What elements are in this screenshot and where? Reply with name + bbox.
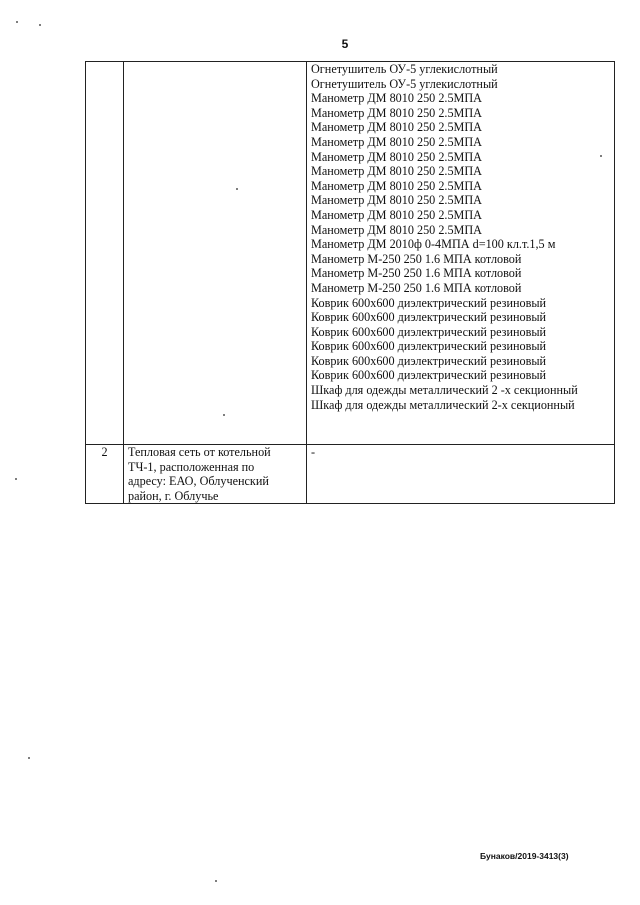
equipment-item: Манометр ДМ 8010 250 2.5МПА: [311, 207, 482, 222]
equipment-item: Коврик 600х600 диэлектрический резиновый: [311, 324, 547, 339]
equipment-item: Манометр ДМ 2010ф 0-4МПА d=100 кл.т.1,5 м: [311, 237, 556, 252]
scan-speck: [236, 188, 238, 190]
scan-speck: [223, 414, 225, 416]
scan-speck: [215, 880, 217, 882]
object-line: ТЧ-1, расположенная по: [128, 459, 255, 474]
scan-speck: [39, 24, 41, 26]
equipment-item: Манометр ДМ 8010 250 2.5МПА: [311, 149, 482, 164]
scan-speck: [600, 155, 602, 157]
object-line: Тепловая сеть от котельной: [128, 445, 271, 459]
table-row: [86, 62, 615, 445]
equipment-item: Манометр ДМ 8010 250 2.5МПА: [311, 91, 482, 106]
object-line: адресу: ЕАО, Облученский: [128, 474, 269, 489]
equipment-item: Коврик 600х600 диэлектрический резиновый: [311, 295, 547, 310]
scan-speck: [28, 757, 30, 759]
equipment-cell: [307, 62, 615, 445]
scan-speck: [16, 21, 18, 23]
equipment-item: Манометр ДМ 8010 250 2.5МПА: [311, 164, 482, 179]
object-line: район, г. Облучье: [128, 488, 219, 503]
equipment-item: Манометр М-250 250 1.6 МПА котловой: [311, 266, 522, 281]
equipment-item: -: [311, 445, 316, 459]
scan-speck: [15, 478, 17, 480]
equipment-item: Шкаф для одежды металлический 2 -х секционный: [311, 383, 578, 398]
equipment-item: Огнетушитель ОУ-5 углекислотный: [311, 62, 498, 76]
equipment-item: Огнетушитель ОУ-5 углекислотный: [311, 76, 498, 91]
equipment-item: Манометр М-250 250 1.6 МПА котловой: [311, 280, 522, 295]
equipment-item: Коврик 600х600 диэлектрический резиновый: [311, 339, 547, 354]
row-number-cell: [86, 62, 124, 445]
equipment-item: Коврик 600х600 диэлектрический резиновый: [311, 310, 547, 325]
object-cell: [124, 62, 307, 445]
equipment-table: [85, 61, 615, 504]
equipment-item: Манометр ДМ 8010 250 2.5МПА: [311, 120, 482, 135]
equipment-item: Манометр М-250 250 1.6 МПА котловой: [311, 251, 522, 266]
table-row: [86, 445, 615, 504]
equipment-item: Коврик 600х600 диэлектрический резиновый: [311, 353, 547, 368]
equipment-item: Манометр ДМ 8010 250 2.5МПА: [311, 193, 482, 208]
equipment-cell: [307, 445, 615, 504]
equipment-item: Манометр ДМ 8010 250 2.5МПА: [311, 222, 482, 237]
equipment-item: Коврик 600х600 диэлектрический резиновый: [311, 368, 547, 383]
row-number-cell: 2: [86, 445, 124, 504]
equipment-item: Манометр ДМ 8010 250 2.5МПА: [311, 105, 482, 120]
equipment-item: Шкаф для одежды металлический 2-х секционный: [311, 397, 575, 412]
equipment-item: Манометр ДМ 8010 250 2.5МПА: [311, 134, 482, 149]
object-cell: [124, 445, 307, 504]
document-code: Бунаков/2019-3413(3): [480, 851, 569, 861]
page-number: 5: [341, 37, 349, 51]
equipment-item: Манометр ДМ 8010 250 2.5МПА: [311, 178, 482, 193]
